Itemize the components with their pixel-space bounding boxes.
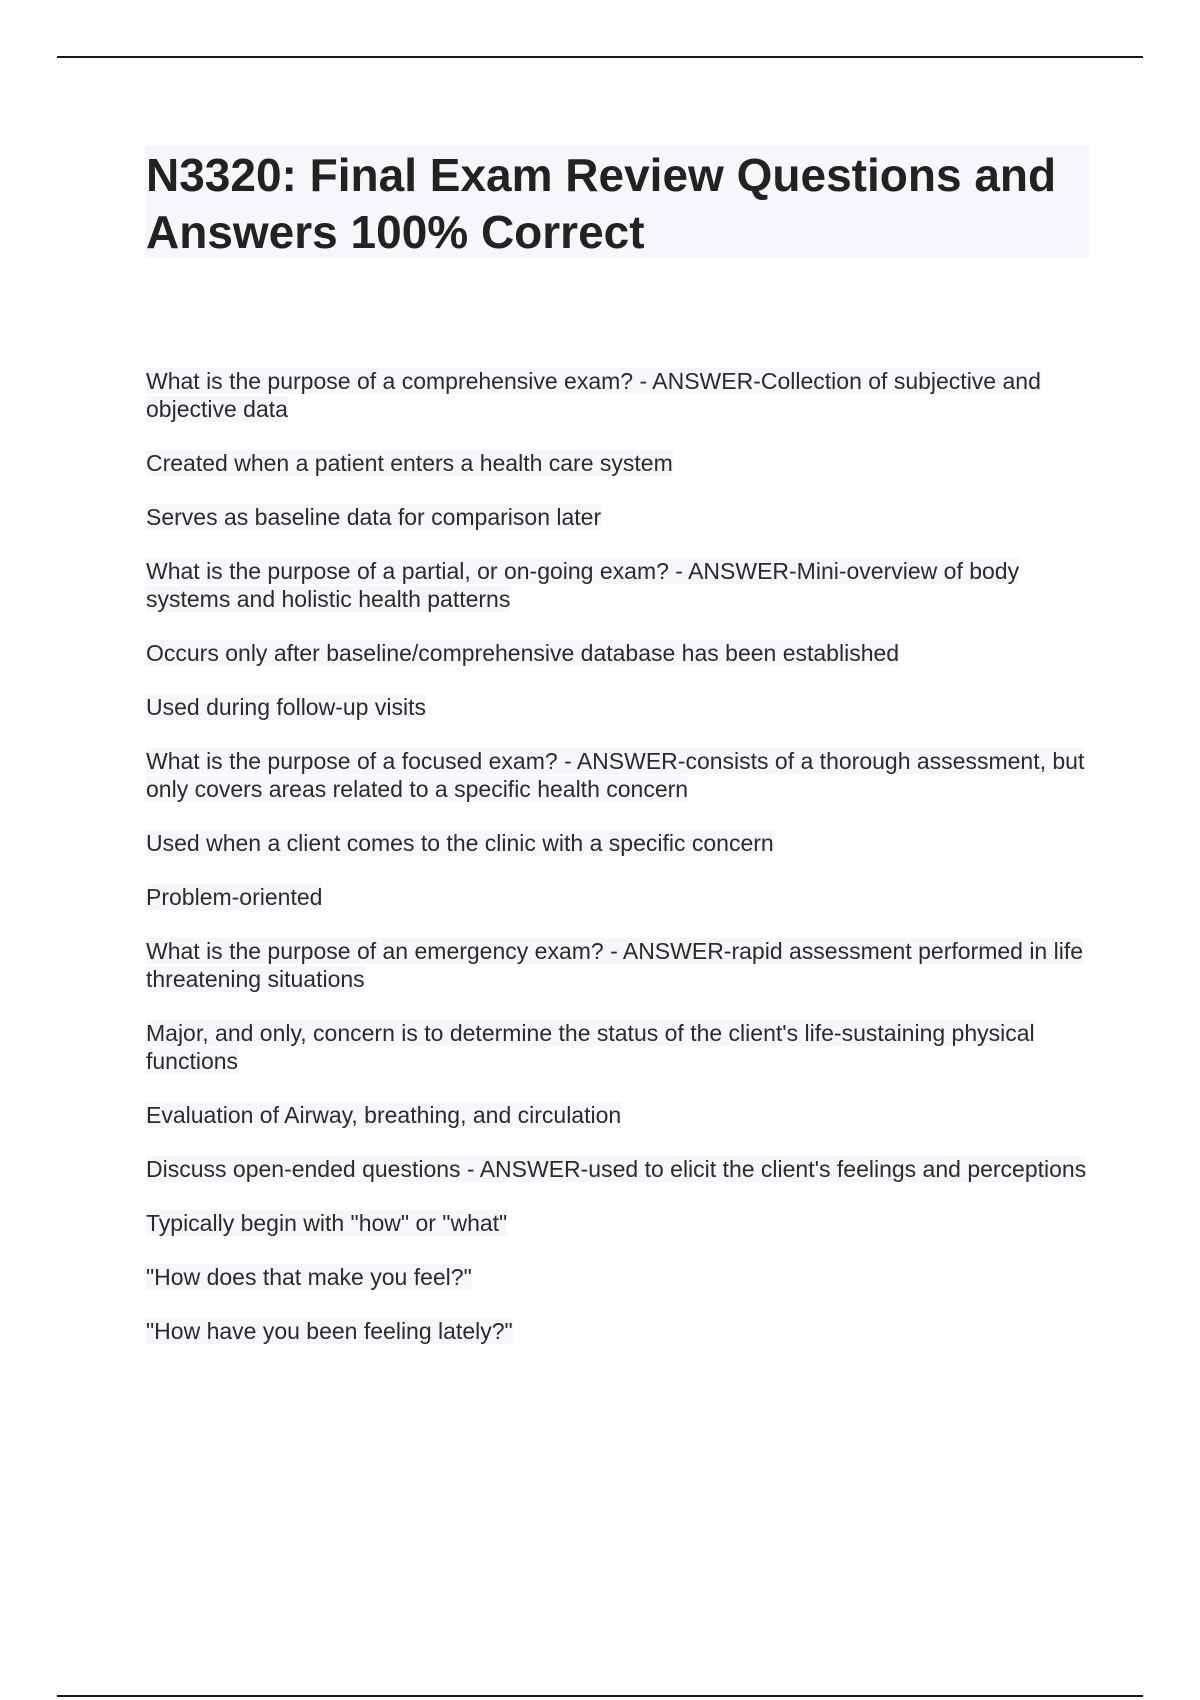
paragraph-10: [146, 937, 1091, 993]
paragraph-12: [146, 1101, 1091, 1129]
paragraph-8: [146, 829, 1091, 857]
paragraph-2: [146, 449, 1091, 477]
document-body: [146, 367, 1091, 1371]
paragraph-1: [146, 367, 1091, 423]
paragraph-text: Problem-oriented: [146, 884, 323, 910]
paragraph-text: What is the purpose of a focused exam? - ANSWER-consists of a thorough assessment, but only covers areas related to a specific health concern: [146, 748, 1085, 802]
paragraph-9: [146, 883, 1091, 911]
paragraph-text: Major, and only, concern is to determine the status of the client's life-sustaining physical functions: [146, 1020, 1035, 1074]
paragraph-16: [146, 1317, 1091, 1345]
paragraph-text: Used during follow-up visits: [146, 694, 426, 720]
paragraph-3: [146, 503, 1091, 531]
paragraph-6: [146, 693, 1091, 721]
paragraph-7: [146, 747, 1091, 803]
top-rule: [57, 56, 1143, 58]
paragraph-text: "How does that make you feel?": [146, 1264, 472, 1290]
paragraph-4: [146, 557, 1091, 613]
paragraph-13: [146, 1155, 1091, 1183]
document-title: N3320: Final Exam Review Questions and Answers 100% Correct: [146, 149, 1057, 258]
paragraph-text: "How have you been feeling lately?": [146, 1318, 513, 1344]
paragraph-text: Evaluation of Airway, breathing, and circulation: [146, 1102, 622, 1128]
paragraph-text: Discuss open-ended questions - ANSWER-used to elicit the client's feelings and perceptions: [146, 1156, 1087, 1182]
paragraph-text: Typically begin with "how" or "what": [146, 1210, 508, 1236]
bottom-rule: [57, 1695, 1143, 1697]
paragraph-11: [146, 1019, 1091, 1075]
paragraph-text: Used when a client comes to the clinic with a specific concern: [146, 830, 774, 856]
paragraph-14: [146, 1209, 1091, 1237]
paragraph-text: Serves as baseline data for comparison later: [146, 504, 602, 530]
paragraph-text: What is the purpose of a partial, or on-going exam? - ANSWER-Mini-overview of body systems and holistic health patterns: [146, 558, 1020, 612]
paragraph-text: Created when a patient enters a health care system: [146, 450, 673, 476]
paragraph-text: What is the purpose of an emergency exam? - ANSWER-rapid assessment performed in life threatening situations: [146, 938, 1084, 992]
paragraph-15: [146, 1263, 1091, 1291]
paragraph-text: What is the purpose of a comprehensive exam? - ANSWER-Collection of subjective and objective data: [146, 368, 1041, 422]
paragraph-text: Occurs only after baseline/comprehensive database has been established: [146, 640, 900, 666]
paragraph-5: [146, 639, 1091, 667]
